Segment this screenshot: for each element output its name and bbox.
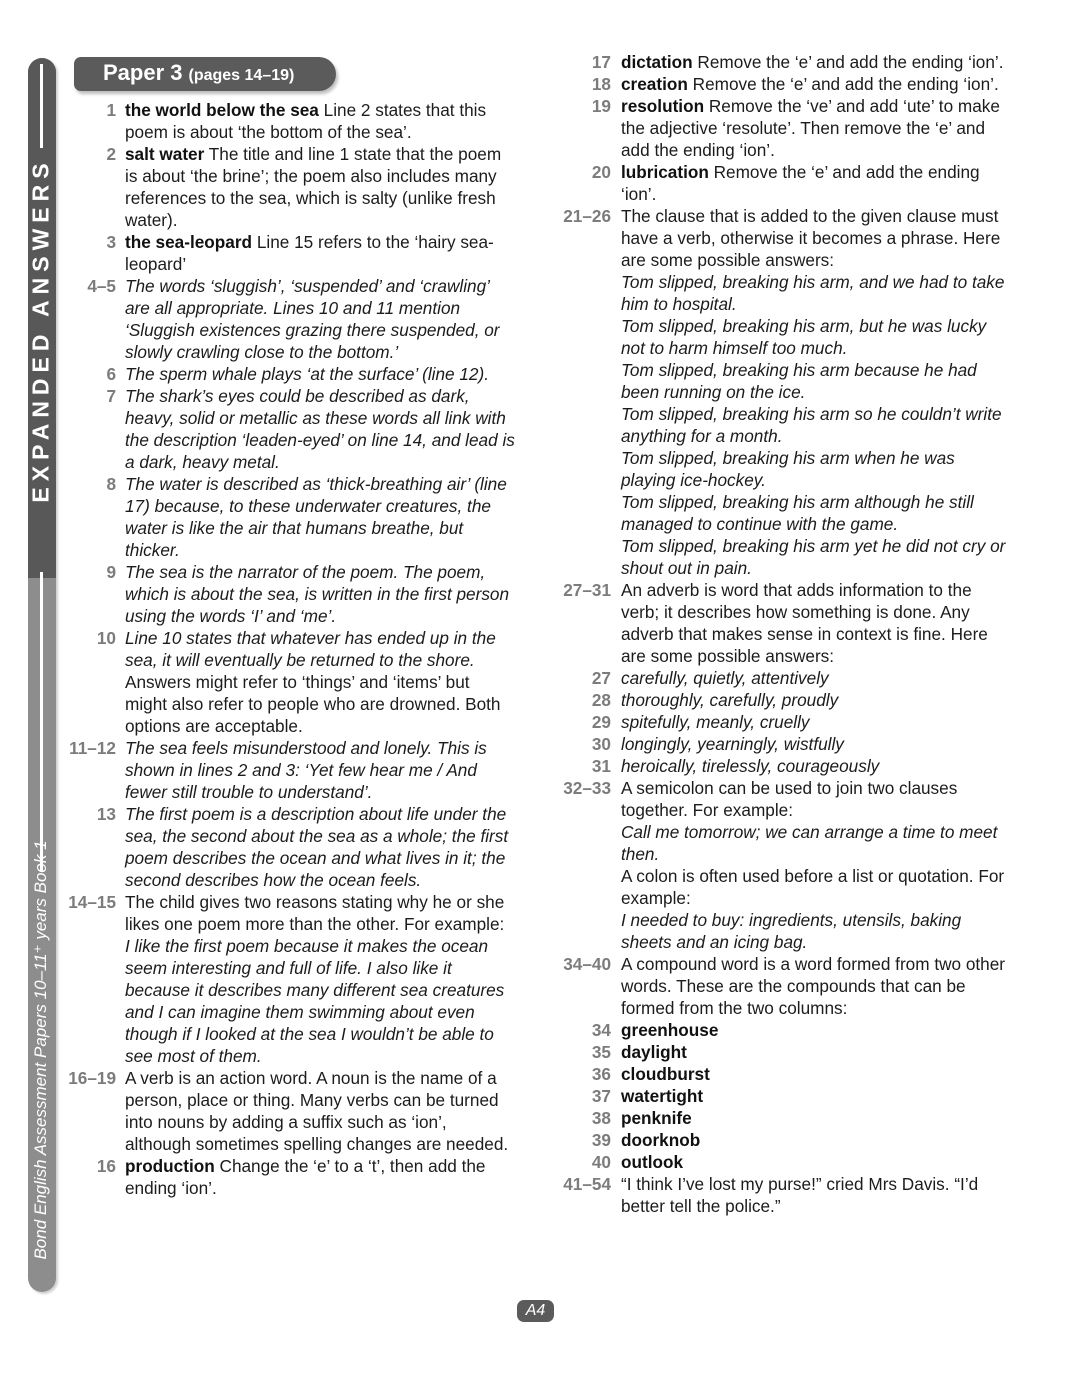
answer-text	[621, 777, 1006, 821]
answer-text-part: The words ‘sluggish’, ‘suspended’ and ‘crawling’ are all appropriate. Lines 10 and 11 mention ‘Sluggish existences grazing there suspended, or slowly crawling close to the bottom.’	[125, 276, 500, 362]
paper-title: Paper 3	[103, 60, 183, 85]
sidebar-divider-top	[40, 64, 43, 148]
answer-number: 8	[106, 474, 116, 494]
answer-text-part: Remove the ‘e’ and add the ending ‘ion’.	[621, 162, 980, 204]
answer-number: 20	[591, 162, 611, 182]
answer-keyword: doorknob	[621, 1130, 701, 1150]
answer-number: 4–5	[87, 276, 116, 296]
answer-text-part: I needed to buy: ingredients, utensils, baking sheets and an icing bag.	[621, 910, 962, 952]
answer-number: 28	[591, 690, 611, 710]
answer-text-part: Line 10 states that whatever has ended up in the sea, it will eventually be returned to the shore.	[125, 628, 496, 670]
answer-text-part: Tom slipped, breaking his arm because he had been running on the ice.	[621, 360, 977, 402]
answer-item	[548, 1063, 1006, 1085]
answer-item	[60, 1067, 516, 1155]
answer-keyword: dictation	[621, 52, 693, 72]
answer-text	[125, 561, 516, 627]
answer-number: 27–31	[563, 580, 611, 600]
answer-item	[60, 561, 516, 627]
answer-number: 34–40	[563, 954, 611, 974]
answer-item	[60, 275, 516, 363]
answer-text	[621, 865, 1006, 909]
answer-text-part: The clause that is added to the given clause must have a verb, otherwise it becomes a phrase. Here are some possible answers:	[621, 206, 1001, 270]
answer-text-part: spitefully, meanly, cruelly	[621, 712, 810, 732]
answer-item	[548, 271, 1006, 315]
answer-text-part: Tom slipped, breaking his arm although he still managed to continue with the game.	[621, 492, 974, 534]
answer-item	[548, 1151, 1006, 1173]
answer-number: 34	[591, 1020, 611, 1040]
answer-text	[621, 73, 1006, 95]
answer-item	[548, 73, 1006, 95]
answer-number	[548, 909, 621, 953]
answer-text	[125, 385, 516, 473]
answer-text	[621, 1129, 1006, 1151]
answer-text-part: Tom slipped, breaking his arm, and we had to take him to hospital.	[621, 272, 1005, 314]
answers-right-column	[548, 51, 1006, 1217]
answer-text-part: Line 2 states that this poem is about ‘the bottom of the sea’.	[125, 100, 487, 142]
answer-text-part: Tom slipped, breaking his arm yet he did not cry or shout out in pain.	[621, 536, 1006, 578]
answer-text-part: The sea is the narrator of the poem. The poem, which is about the sea, is written in the first person using the words ‘I’ and ‘me’.	[125, 562, 510, 626]
answer-text	[621, 579, 1006, 667]
answer-keyword: salt water	[125, 144, 205, 164]
answer-text-part: Line 15 refers to the ‘hairy sea-leopard’	[125, 232, 494, 274]
answer-text	[621, 359, 1006, 403]
answer-text	[621, 205, 1006, 271]
answer-text-part: longingly, yearningly, wistfully	[621, 734, 844, 754]
answer-text-part: Tom slipped, breaking his arm, but he was lucky not to harm himself too much.	[621, 316, 987, 358]
answer-number: 27	[591, 668, 611, 688]
answer-item	[548, 1107, 1006, 1129]
answer-number: 18	[591, 74, 611, 94]
answer-number: 11–12	[69, 738, 116, 758]
answer-text	[621, 1041, 1006, 1063]
answer-number	[60, 935, 125, 1067]
answer-text	[621, 491, 1006, 535]
answer-item	[548, 205, 1006, 271]
answer-text	[125, 99, 516, 143]
answer-text	[621, 1019, 1006, 1041]
answer-text	[125, 803, 516, 891]
answer-number: 39	[591, 1130, 611, 1150]
answer-item	[60, 385, 516, 473]
answer-text-part: Remove the ‘e’ and add the ending ‘ion’.	[687, 74, 999, 94]
answer-text	[621, 535, 1006, 579]
answer-item	[548, 1173, 1006, 1217]
answer-keyword: watertight	[621, 1086, 704, 1106]
answer-text	[125, 1155, 516, 1199]
answer-item	[60, 803, 516, 891]
answer-item	[548, 821, 1006, 865]
answer-number: 16	[96, 1156, 116, 1176]
answer-text	[621, 403, 1006, 447]
answer-item	[548, 359, 1006, 403]
answer-keyword: resolution	[621, 96, 705, 116]
answer-item	[548, 711, 1006, 733]
answer-item	[548, 777, 1006, 821]
answer-text	[621, 51, 1006, 73]
answer-number: 1	[106, 100, 116, 120]
answer-text	[621, 755, 1006, 777]
answer-item	[60, 231, 516, 275]
answer-item	[548, 689, 1006, 711]
answer-text	[621, 447, 1006, 491]
sidebar-section-label: EXPANDED ANSWERS	[27, 157, 54, 503]
answer-text	[621, 1151, 1006, 1173]
answer-number	[548, 491, 621, 535]
answer-text	[125, 935, 516, 1067]
answer-item	[548, 733, 1006, 755]
answer-number: 3	[106, 232, 116, 252]
answer-text-part: Tom slipped, breaking his arm when he was playing ice-hockey.	[621, 448, 955, 490]
answer-item	[548, 579, 1006, 667]
answer-text	[621, 953, 1006, 1019]
answer-text	[125, 891, 516, 935]
answer-text	[621, 733, 1006, 755]
answer-item	[548, 1085, 1006, 1107]
answer-number: 38	[591, 1108, 611, 1128]
answer-number: 31	[591, 756, 611, 776]
answer-text-part: I like the first poem because it makes the ocean seem interesting and full of life. I also like it because it describes many different sea creatures and I can imagine them swimming about even though if I looked at the sea I wouldn’t be able to see most of them.	[125, 936, 505, 1066]
answer-number: 41–54	[563, 1174, 611, 1194]
answer-text-part: carefully, quietly, attentively	[621, 668, 829, 688]
answer-item	[60, 363, 516, 385]
answer-keyword: lubrication	[621, 162, 709, 182]
answer-keyword: daylight	[621, 1042, 687, 1062]
answer-number: 40	[591, 1152, 611, 1172]
answer-item	[548, 403, 1006, 447]
answer-number: 9	[106, 562, 116, 582]
answer-keyword: cloudburst	[621, 1064, 710, 1084]
answer-number	[548, 821, 621, 865]
answer-text-part: Remove the ‘e’ and add the ending ‘ion’.	[692, 52, 1004, 72]
answer-item	[548, 161, 1006, 205]
answer-text-part: The sperm whale plays ‘at the surface’ (line 12).	[125, 364, 489, 384]
answer-text	[621, 161, 1006, 205]
answers-left-column	[60, 99, 516, 1199]
answer-item	[548, 667, 1006, 689]
answer-text	[125, 627, 516, 737]
answer-item	[548, 535, 1006, 579]
answer-text-part: The first poem is a description about life under the sea, the second about the sea as a whole; the first poem describes the ocean and what lives in it; the second describes how the ocean feels.	[125, 804, 509, 890]
answer-number: 14–15	[68, 892, 116, 912]
answer-text	[621, 689, 1006, 711]
answer-number: 10	[96, 628, 116, 648]
answer-text	[621, 909, 1006, 953]
paper-pages: (pages 14–19)	[188, 67, 295, 84]
answer-keyword: creation	[621, 74, 688, 94]
answer-item	[60, 891, 516, 935]
answer-keyword: greenhouse	[621, 1020, 719, 1040]
answer-text	[621, 95, 1006, 161]
answer-number	[548, 271, 621, 315]
answer-text	[125, 737, 516, 803]
paper-header	[74, 57, 336, 91]
answer-keyword: outlook	[621, 1152, 684, 1172]
answer-text-part: Remove the ‘ve’ and add ‘ute’ to make the adjective ‘resolute’. Then remove the ‘e’ and add the ending ‘ion’.	[621, 96, 1000, 160]
answer-text-part: Call me tomorrow; we can arrange a time to meet then.	[621, 822, 998, 864]
answer-number	[548, 403, 621, 447]
answer-item	[548, 1129, 1006, 1151]
answer-text-part: Change the ‘e’ to a ‘t’, then add the ending ‘ion’.	[125, 1156, 486, 1198]
answer-text	[125, 143, 516, 231]
answer-item	[548, 315, 1006, 359]
answer-number	[548, 865, 621, 909]
answer-item	[548, 865, 1006, 909]
answer-number	[548, 447, 621, 491]
answer-item	[548, 1041, 1006, 1063]
answer-keyword: production	[125, 1156, 215, 1176]
answer-number: 30	[591, 734, 611, 754]
answer-text-part: A semicolon can be used to join two clauses together. For example:	[621, 778, 958, 820]
answer-number: 37	[591, 1086, 611, 1106]
answer-number: 32–33	[563, 778, 611, 798]
answer-item	[60, 473, 516, 561]
answer-text	[125, 275, 516, 363]
answer-text-part: Tom slipped, breaking his arm so he couldn’t write anything for a month.	[621, 404, 1002, 446]
answer-number	[548, 535, 621, 579]
answer-number: 29	[591, 712, 611, 732]
answer-text	[125, 473, 516, 561]
answer-text-part: The water is described as ‘thick-breathing air’ (line 17) because, to these underwater creatures, the water is like the air that humans breathe, but thicker.	[125, 474, 507, 560]
answer-item	[60, 935, 516, 1067]
answer-keyword: the world below the sea	[125, 100, 319, 120]
answer-number: 7	[106, 386, 116, 406]
answer-text-part: The shark’s eyes could be described as dark, heavy, solid or metallic as these words all link with the description ‘leaden-eyed’ on line 14, and lead is a dark, heavy metal.	[125, 386, 515, 472]
answer-text-part: Answers might refer to ‘things’ and ‘items’ but might also refer to people who are drowned. Both options are acceptable.	[125, 672, 501, 736]
answer-text	[621, 821, 1006, 865]
answer-text-part: heroically, tirelessly, courageously	[621, 756, 880, 776]
answer-text	[621, 667, 1006, 689]
answer-text-part: thoroughly, carefully, proudly	[621, 690, 839, 710]
answer-text	[621, 1063, 1006, 1085]
answer-number: 2	[106, 144, 116, 164]
answer-item	[548, 491, 1006, 535]
answer-keyword: penknife	[621, 1108, 692, 1128]
sidebar-divider-mid	[40, 572, 43, 872]
answer-item	[548, 953, 1006, 1019]
answer-text	[621, 1173, 1006, 1217]
answer-number: 19	[591, 96, 611, 116]
answer-text	[125, 363, 516, 385]
answer-text-part: A colon is often used before a list or quotation. For example:	[621, 866, 1005, 908]
answer-text	[621, 1085, 1006, 1107]
answer-number: 35	[591, 1042, 611, 1062]
answer-text-part: “I think I’ve lost my purse!” cried Mrs Davis. “I’d better tell the police.”	[621, 1174, 979, 1216]
answer-number	[548, 315, 621, 359]
answer-item	[60, 627, 516, 737]
answer-number: 16–19	[68, 1068, 116, 1088]
answer-item	[548, 1019, 1006, 1041]
answer-item	[548, 909, 1006, 953]
answer-keyword: the sea-leopard	[125, 232, 253, 252]
answer-text-part: An adverb is word that adds information to the verb; it describes how something is done. Any adverb that makes sense in context is fine. Here are some possible answers:	[621, 580, 988, 666]
answer-number	[548, 359, 621, 403]
answer-item	[548, 755, 1006, 777]
answer-text	[621, 1107, 1006, 1129]
answer-item	[60, 99, 516, 143]
answer-number: 21–26	[563, 206, 611, 226]
answer-text	[125, 231, 516, 275]
answer-item	[548, 95, 1006, 161]
answer-text-part: The sea feels misunderstood and lonely. This is shown in lines 2 and 3: ‘Yet few hear me / And fewer still trouble to understand’.	[125, 738, 487, 802]
answer-number: 13	[96, 804, 116, 824]
answer-text-part: The child gives two reasons stating why he or she likes one poem more than the other. For example:	[125, 892, 505, 934]
answer-item	[548, 447, 1006, 491]
answer-text-part: A compound word is a word formed from two other words. These are the compounds that can be formed from the two columns:	[621, 954, 1006, 1018]
answer-text	[621, 711, 1006, 733]
answer-item	[60, 737, 516, 803]
answer-text	[621, 271, 1006, 315]
answer-text	[125, 1067, 516, 1155]
answer-item	[60, 1155, 516, 1199]
answer-number: 17	[591, 52, 611, 72]
answer-number: 6	[106, 364, 116, 384]
page-number: A4	[517, 1300, 554, 1322]
answer-item	[548, 51, 1006, 73]
answer-number: 36	[591, 1064, 611, 1084]
answer-text-part: The title and line 1 state that the poem is about ‘the brine’; the poem also includes many references to the sea, which is salty (unlike fresh water).	[125, 144, 502, 230]
sidebar-series-label: Bond English Assessment Papers 10–11⁺ years Book 1	[31, 840, 50, 1260]
answer-text	[621, 315, 1006, 359]
answer-item	[60, 143, 516, 231]
answer-text-part: A verb is an action word. A noun is the name of a person, place or thing. Many verbs can be turned into nouns by adding a suffix such as ‘ion’, although sometimes spelling changes are needed.	[125, 1068, 509, 1154]
